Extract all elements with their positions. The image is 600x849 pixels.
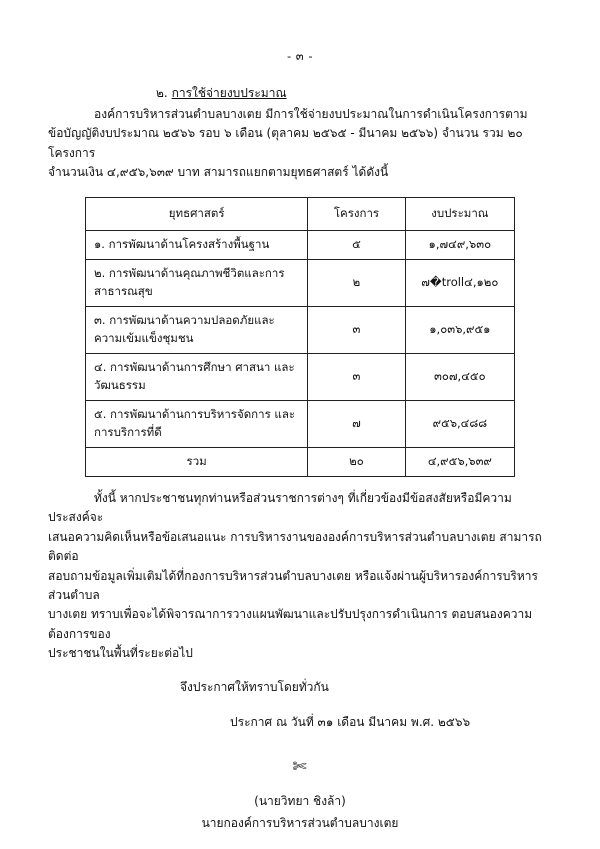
row-budget: ๑,๗๔๙,๖๓๐: [405, 230, 514, 259]
row-strategy-name: [86, 306, 308, 353]
row-budget: ๓๐๗,๔๕๐: [405, 353, 514, 400]
table-row: [86, 230, 515, 259]
announcement-statement: จึงประกาศให้ทราบโดยทั่วกัน: [180, 679, 329, 694]
section-heading-text: การใช้จ่ายงบประมาณ: [171, 86, 287, 100]
row-strategy-name: [86, 353, 308, 400]
row-label: การพัฒนาด้านคุณภาพชีวิตและการสาธารณสุข: [94, 265, 285, 298]
page-number: - ๓ -: [287, 49, 313, 63]
intro-line-1: องค์การบริหารส่วนตำบลบางเตย มีการใช้จ่ายงบประมาณในการดำเนินโครงการตาม: [94, 107, 528, 121]
closing-line-4: บางเตย ทราบเพื่อจะได้พิจารณาการวางแผนพัฒนาและปรับปรุงการดำเนินการ ตอบสนองความต้องการของ: [48, 607, 533, 641]
row-label: การพัฒนาด้านโครงสร้างพื้นฐาน: [108, 236, 270, 251]
table-total-row: [86, 447, 515, 476]
intro-line-3: จำนวนเงิน ๔,๙๕๖,๖๓๙ บาท สามารถแยกตามยุทธศาสตร์ ได้ดังนี้: [48, 165, 389, 180]
table-row: [86, 400, 515, 447]
row-projects: ๓: [308, 353, 405, 400]
section-heading: [48, 84, 552, 103]
intro-line-2: ข้อบัญญัติงบประมาณ ๒๕๖๖ รอบ ๖ เดือน (ตุลาคม ๒๕๖๕ - มีนาคม ๒๕๖๖) จำนวน รวม ๒๐ โครงการ: [48, 126, 523, 160]
row-budget: ๗�troll๔,๑๒๐: [405, 259, 514, 306]
row-budget: ๙๕๖,๔๘๘: [405, 400, 514, 447]
closing-paragraph: [48, 489, 552, 664]
section-heading-number: ๒.: [156, 86, 168, 100]
announcement-date: ประกาศ ณ วันที่ ๓๑ เดือน มีนาคม พ.ศ. ๒๕๖๖: [230, 714, 471, 729]
row-number: ๔.: [94, 359, 107, 374]
table-row: [86, 306, 515, 353]
closing-line-2: เสนอความคิดเห็นหรือข้อเสนอแนะ การบริหารงานขององค์การบริหารส่วนตำบลบางเตย สามารถติดต่อ: [48, 529, 542, 564]
table-row: [86, 259, 515, 306]
header-budget: งบประมาณ: [405, 197, 514, 230]
signature-icon: ✄: [292, 756, 308, 777]
table-header-row: [86, 197, 515, 230]
row-label: การพัฒนาด้านการศึกษา ศาสนา และวัฒนธรรม: [94, 359, 295, 392]
row-projects: ๕: [308, 230, 405, 259]
closing-line-3: สอบถามข้อมูลเพิ่มเติมได้ที่กองการบริหารส่วนตำบลบางเตย หรือแจ้งผ่านผู้บริหารองค์การบริหารส่วนตำบล: [48, 568, 538, 602]
row-projects: ๒: [308, 259, 405, 306]
row-projects: ๗: [308, 400, 405, 447]
header-projects: โครงการ: [308, 197, 405, 230]
row-budget: ๑,๐๓๖,๙๕๑: [405, 306, 514, 353]
row-label: การพัฒนาด้านการบริหารจัดการ และการบริการที่ดี: [94, 406, 296, 439]
row-number: ๕.: [94, 406, 107, 421]
closing-line-1: ทั้งนี้ หากประชาชนทุกท่านหรือส่วนราชการต่างๆ ที่เกี่ยวข้องมีข้อสงสัยหรือมีความประสงค์จะ: [48, 490, 512, 525]
row-number: ๑.: [94, 236, 105, 251]
header-strategy: ยุทธศาสตร์: [86, 197, 308, 230]
row-label: การพัฒนาด้านความปลอดภัยและความเข้มแข็งชุมชน: [94, 312, 275, 345]
intro-paragraph: [48, 105, 552, 183]
signature-block: [48, 756, 552, 833]
signer-name: (นายวิทยา ชิงล้า): [254, 793, 346, 808]
table-row: [86, 353, 515, 400]
total-label: รวม: [86, 447, 308, 476]
closing-line-5: ประชาชนในพื้นที่ระยะต่อไป: [48, 646, 193, 661]
total-budget: ๔,๙๕๖,๖๓๙: [405, 447, 514, 476]
total-projects: ๒๐: [308, 447, 405, 476]
row-projects: ๓: [308, 306, 405, 353]
row-strategy-name: [86, 230, 308, 259]
signer-title: นายกองค์การบริหารส่วนตำบลบางเตย: [201, 815, 399, 830]
row-strategy-name: [86, 400, 308, 447]
budget-table: [85, 197, 515, 477]
row-strategy-name: [86, 259, 308, 306]
row-number: ๒.: [94, 265, 106, 280]
row-number: ๓.: [94, 312, 106, 327]
